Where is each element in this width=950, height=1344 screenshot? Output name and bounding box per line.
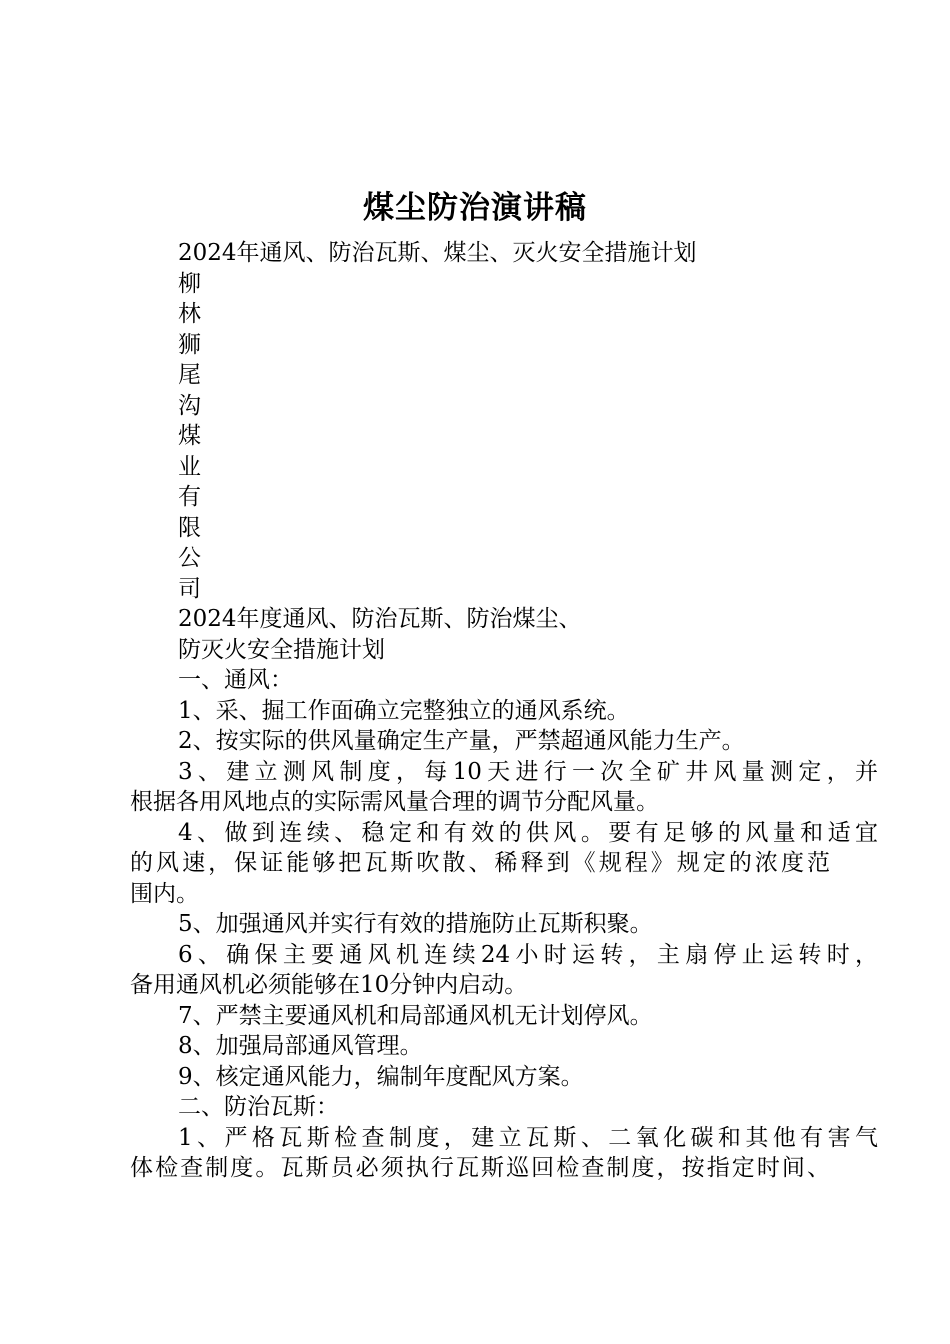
- paragraph-line: 3、建立测风制度，每10天进行一次全矿井风量测定，并: [178, 758, 878, 785]
- subtitle-line: 2024年通风、防治瓦斯、煤尘、灭火安全措施计划: [178, 240, 697, 266]
- company-char: 狮: [178, 331, 201, 358]
- paragraph-line: 根据各用风地点的实际需风量合理的调节分配风量。: [130, 789, 659, 815]
- paragraph-line: 备用通风机必须能够在10分钟内启动。: [130, 972, 528, 998]
- plan-title-line: 2024年度通风、防治瓦斯、防治煤尘、: [178, 606, 582, 632]
- paragraph-line: 1、采、掘工作面确立完整独立的通风系统。: [178, 697, 630, 724]
- company-char: 司: [178, 575, 201, 602]
- company-char: 沟: [178, 392, 201, 419]
- company-char: 业: [178, 453, 201, 480]
- paragraph-line: 9、核定通风能力，编制年度配风方案。: [178, 1063, 584, 1090]
- document-body: [130, 238, 878, 1184]
- company-char: 柳: [178, 270, 201, 297]
- paragraph-line: 7、严禁主要通风机和局部通风机无计划停风。: [178, 1002, 653, 1029]
- section-heading: 二、防治瓦斯：: [178, 1094, 339, 1120]
- paragraph-line: 4、做到连续、稳定和有效的供风。要有足够的风量和适宜: [178, 819, 878, 846]
- paragraph-line: 体检查制度。瓦斯员必须执行瓦斯巡回检查制度，按指定时间、: [130, 1155, 830, 1181]
- paragraph-line: 1、严格瓦斯检查制度，建立瓦斯、二氧化碳和其他有害气: [178, 1124, 878, 1151]
- plan-title-line: 防灭火安全措施计划: [178, 636, 385, 663]
- paragraph-line: 围内。: [130, 880, 199, 907]
- paragraph-line: 6、确保主要通风机连续24小时运转，主扇停止运转时，: [178, 941, 878, 968]
- company-char: 公: [178, 545, 201, 571]
- company-char: 尾: [178, 362, 201, 388]
- company-char: 林: [178, 301, 201, 327]
- paragraph-line: 8、加强局部通风管理。: [178, 1033, 423, 1059]
- paragraph-line: 的风速，保证能够把瓦斯吹散、稀释到《规程》规定的浓度范: [130, 850, 830, 876]
- paragraph-line: 5、加强通风并实行有效的措施防止瓦斯积聚。: [178, 911, 653, 937]
- paragraph-line: 2、按实际的供风量确定生产量，严禁超通风能力生产。: [178, 728, 745, 754]
- company-char: 有: [178, 484, 201, 510]
- company-char: 限: [178, 514, 201, 541]
- section-heading: 一、通风：: [178, 667, 293, 693]
- document-title: 煤尘防治演讲稿: [363, 190, 587, 226]
- company-char: 煤: [178, 423, 201, 449]
